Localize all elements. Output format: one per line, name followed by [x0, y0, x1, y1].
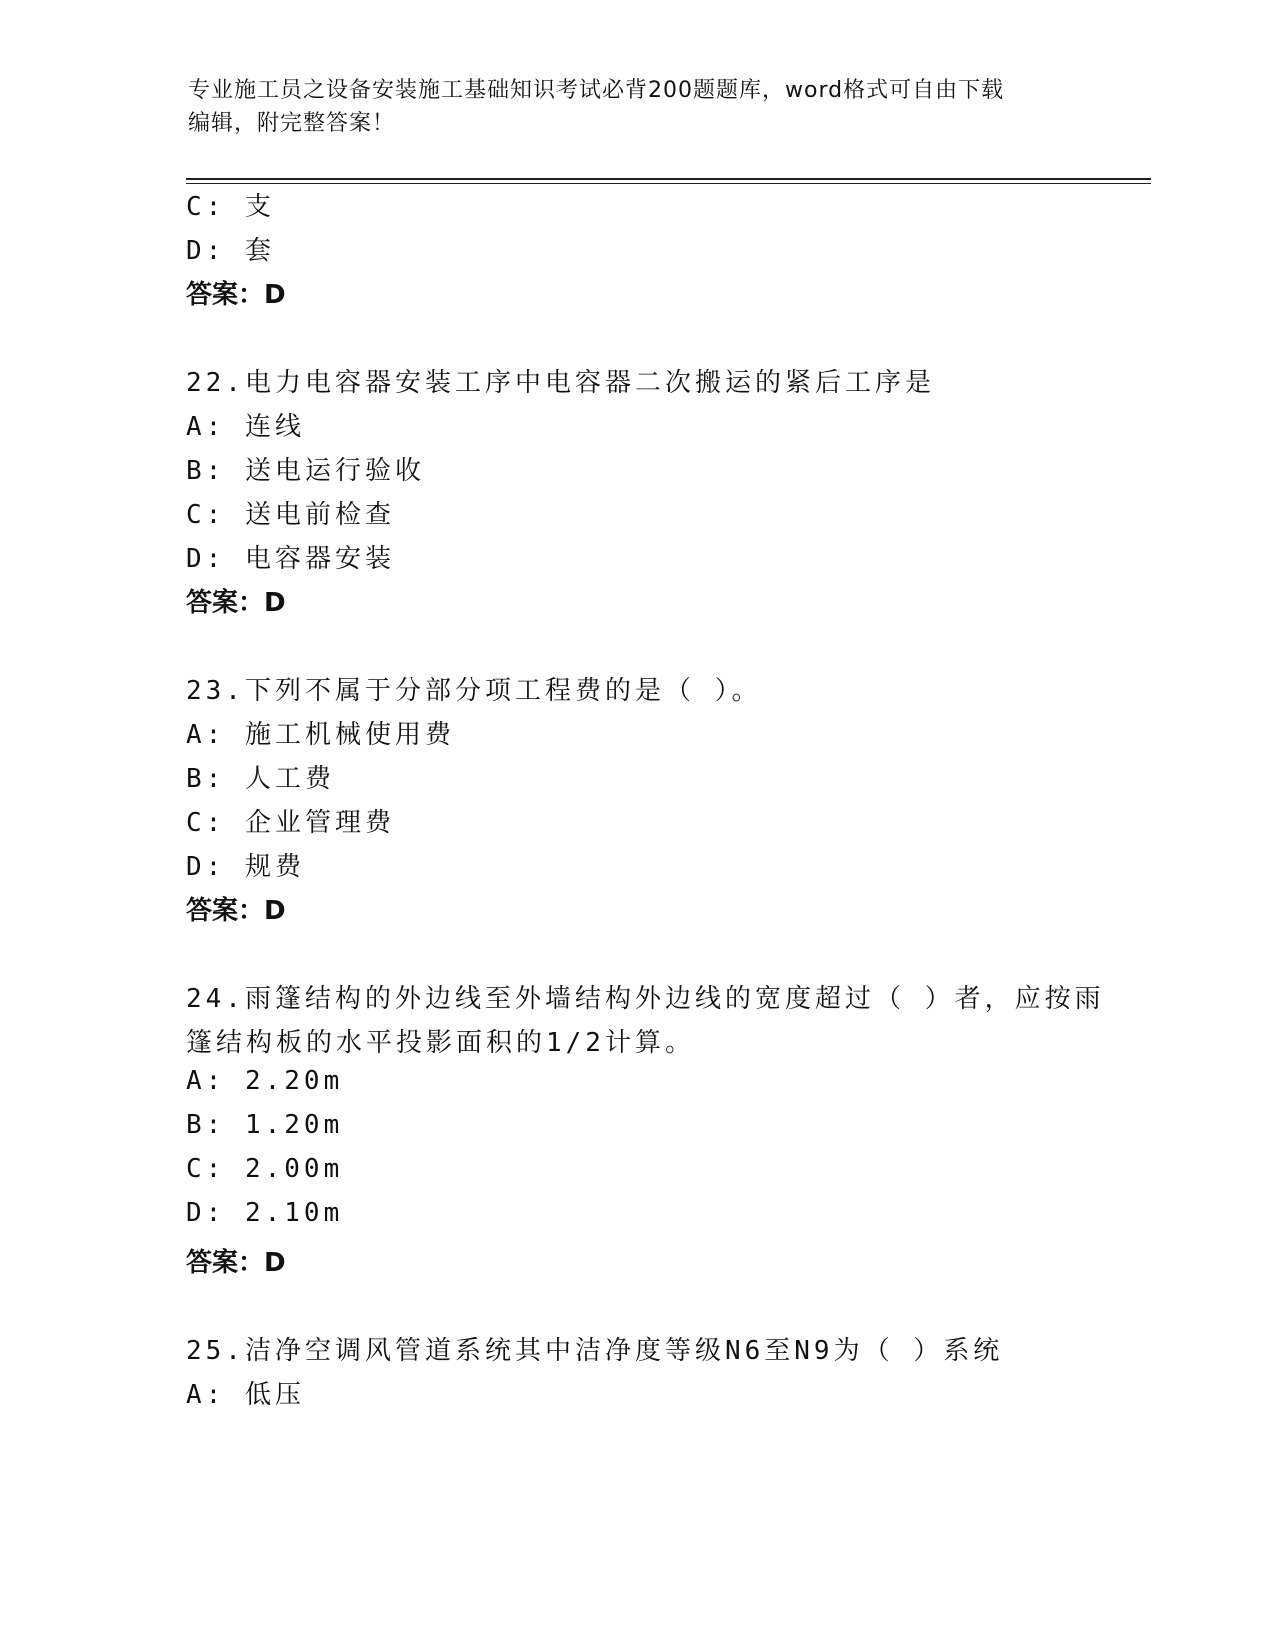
q22-option-d: D: 电容器安装: [186, 544, 395, 574]
q22-answer: 答案：D: [186, 588, 286, 618]
document-header: [188, 74, 1088, 140]
q24-option-d: D: 2.10m: [186, 1198, 344, 1228]
header-divider-thin: [186, 183, 1151, 184]
q24-question-line-2: 篷结构板的水平投影面积的1/2计算。: [186, 1028, 695, 1058]
q23-option-d: D: 规费: [186, 852, 305, 882]
q25-question: 25.洁净空调风管道系统其中洁净度等级N6至N9为（ ）系统: [186, 1336, 1004, 1366]
header-divider-thick: [186, 178, 1151, 180]
q21-option-d: D: 套: [186, 236, 275, 266]
q23-option-a: A: 施工机械使用费: [186, 720, 455, 750]
q21-answer: 答案：D: [186, 280, 286, 310]
q24-answer: 答案：D: [186, 1248, 286, 1278]
q24-option-b: B: 1.20m: [186, 1110, 344, 1140]
q22-question: 22.电力电容器安装工序中电容器二次搬运的紧后工序是: [186, 368, 935, 398]
q24-option-a: A: 2.20m: [186, 1066, 344, 1096]
q21-option-c: C: 支: [186, 192, 275, 222]
q24-option-c: C: 2.00m: [186, 1154, 344, 1184]
q23-option-b: B: 人工费: [186, 764, 335, 794]
q24-question-line-1: 24.雨篷结构的外边线至外墙结构外边线的宽度超过（ ）者，应按雨: [186, 984, 1105, 1014]
q23-answer: 答案：D: [186, 896, 286, 926]
header-title-line-2: 编辑，附完整答案！: [188, 111, 396, 136]
q23-question: 23.下列不属于分部分项工程费的是（ ）。: [186, 676, 762, 706]
q22-option-c: C: 送电前检查: [186, 500, 395, 530]
header-title-line-1: 专业施工员之设备安装施工基础知识考试必背200题题库，word格式可自由下载: [188, 78, 1005, 103]
q23-option-c: C: 企业管理费: [186, 808, 395, 838]
q22-option-b: B: 送电运行验收: [186, 456, 425, 486]
q22-option-a: A: 连线: [186, 412, 305, 442]
q25-option-a: A: 低压: [186, 1380, 305, 1410]
